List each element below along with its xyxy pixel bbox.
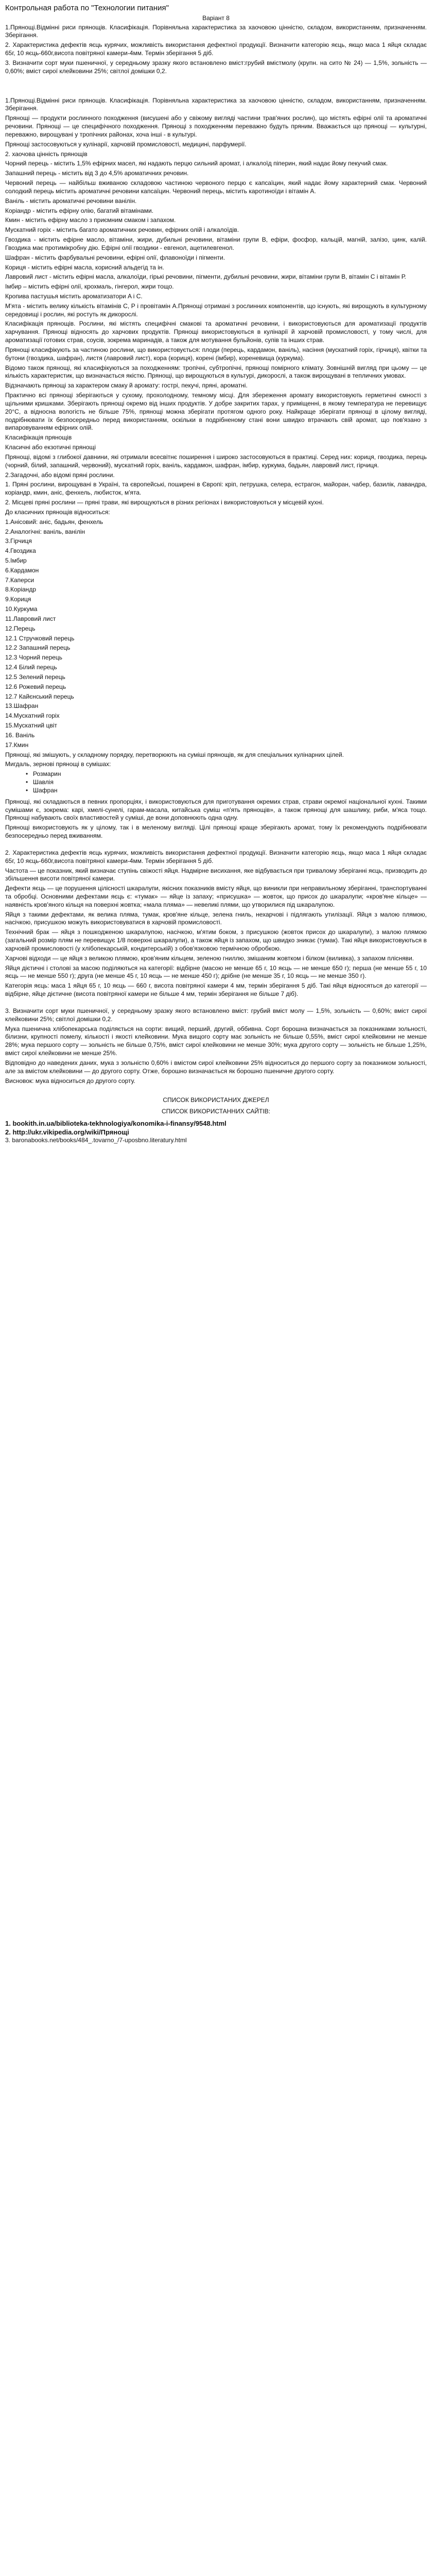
list-item: 17.Кмин	[5, 741, 29, 749]
paragraph: Відомо також прянощі, які класифікуються за походженням: тропічні, субтропічні, прянощі помірного клімату. Зовнішній вигляд при цьому — це кількість характеристик, що визначається якістю. Прянощі, що вирощуються в культурі, дикорослі, а також вирощувані в тепличних умовах.	[5, 364, 427, 380]
paragraph: Дефекти яєць — це порушення цілісності шкаралупи, якісних показників вмісту яйця, що виникли при неправильному зберіганні, транспортуванні та обробці. Основними дефектами яєць є: «тумак» — яйце із запаху; «присушка» — жовток, що присох до шкаралупи; «кров'яне кільце» — наявність кров'яного кільця на поверхні жовтка; «мала пляма» — невеликі плями, що утворилися під шкаралупою.	[5, 885, 427, 908]
paragraph: Практично всі прянощі зберігаються у сухому, прохолодному, темному місці. Для збереження аромату використовують герметичні ємності з щільними кришками. Зберігають прянощі окремо від інших продуктів. У добре закритих тарах, у приміщенні, в якому температура не перевищує 20°С, а відносна вологість не більше 75%, прянощі можна зберігати протягом одного року. Найкраще зберігати прянощі в цілому вигляді, подрібнювати їх безпосередньо перед використанням, оскільки в подрібненому стані вони швидко втрачають свій аромат, що пов'язано з випаровуванням ефірних олій.	[5, 392, 427, 432]
sources-list	[5, 1119, 427, 1145]
sources-subheading: СПИСОК ВИКОРИСТАННИХ САЙТІВ:	[162, 1108, 270, 1115]
list-item: 12.7 Кайєнський перець	[5, 692, 74, 700]
source-link[interactable]: 3. baronabooks.net/books/484_.tovarno_/7-uposbno.literatury.html	[5, 1137, 187, 1144]
paragraph: Запашний перець - містить від 3 до 4,5% ароматичних речовин.	[5, 170, 189, 177]
section-eggs: 2. Характеристика дефектів яєць курячих, можливість використання дефектної продукції. Визначити категорію яєць, якщо маса 1 яйця складає 65г, 10 яєць-660г,висота повітряної камери-4мм. Термін зберігання 5 діб.	[5, 849, 427, 865]
spacer	[5, 842, 427, 849]
paragraph: Яйця дієтичні і столові за масою поділяються на категорії: відбірне (масою не менше 65 г, 10 яєць — не менше 650 г); перша (не менше 55 г, 10 яєць — не менше 550 г); друга (не менше 45 г, 10 яєць — не менше 450 г); дрібне (не менше 35 г, 10 яєць — не менше 350 г).	[5, 964, 427, 980]
source-link[interactable]: 2. http://ukr.vikipedia.org/wiki/Прянощі	[5, 1128, 129, 1137]
paragraph: 2. хаочова цінність прянощів	[5, 150, 88, 158]
paragraph: Червоний перець — найбільш вживаною складовою частиною червоного перцю є капсаїцин, який надає йому характерний смак. Червоний солодкий перець містить ароматичні речовини капсаїцин. Червоний перець, містить каротиноїди і вітамін А.	[5, 179, 427, 195]
paragraph: Класичні або екзотичні прянощі	[5, 444, 96, 451]
list-item: 9.Кориця	[5, 596, 31, 603]
task-2: 2. Характеристика дефектів яєць курячих, можливість використання дефектної продукції. Визначити категорію яєць, якщо маса 1 яйця складає 65г, 10 яєць-660г,висота повітряної камери-4мм. Термін зберігання 5 діб.	[5, 41, 427, 57]
list-item: 12.Перець	[5, 624, 36, 632]
paragraph: Ваніль - містить ароматичні речовини ванілін.	[5, 197, 137, 205]
paragraph: Кмин - містить ефірну масло з приємним смаком і запахом.	[5, 216, 176, 224]
list-item: 12.6 Рожевий перець	[5, 683, 66, 690]
paragraph: Мускатний горіх - містить багато ароматичних речовин, ефірних олій і алкалоїдів.	[5, 226, 239, 234]
bullet-list	[5, 770, 427, 794]
list-item: 13.Шафран	[5, 702, 39, 710]
list-item: 7.Каперси	[5, 576, 34, 584]
list-item: 8.Коріандр	[5, 586, 36, 594]
list-item: 5.Імбир	[5, 557, 27, 564]
task-3: 3. Визначити сорт муки пшеничної, у середньому зразку якого встановлено вміст:грубий вмістмолу (крупн. на сито № 24) — 1,5%, зольність — 0,60%; вміст сирої клейковини 25%; світлої домішки 0,2.	[5, 59, 427, 75]
sources-heading: СПИСОК ВИКОРИСТАНИХ ДЖЕРЕЛ	[163, 1096, 269, 1104]
paragraph: Прянощі — продукти рослинного походження (висушені або у свіжому вигляді частини трав'яних рослин), що містять ефірні олії та ароматичні речовини. Прянощі — це специфічного походження. Прянощі з походженням переважно будуть пряним. Вважається що прянощі — культурні, переважно, вирощувані у тропічних районах, хоча інші - в культурі.	[5, 114, 427, 138]
paragraph: Категорія яєць: маса 1 яйця 65 г, 10 яєць — 660 г, висота повітряної камери 4 мм, термін зберігання 5 діб. Такі яйця відносяться до категорії — відбірне, яйце дієтичне (висота повітряної камери не більше 4 мм, термін зберігання не більше 7 діб).	[5, 982, 427, 998]
bullet-text: Шавлія	[33, 778, 54, 786]
paragraph: Класифікація прянощів. Рослини, які містять специфічні смакові та ароматичні речовини, і використовуються для ароматизації продуктів харчування. Прянощі відносять до харчових продуктів. Прянощі використовуються в кулінарії й харчовій промисловості, у тому числі, для ароматизації готових страв, соусів, зокрема маринадів, а також для мотування бульйонів, супів та інших страв.	[5, 320, 427, 344]
paragraph: Харчові відходи — це яйця з великою плямою, кров'яним кільцем, зеленою гниллю, змішаним жовтком і білком (виливка), з запахом плісняви.	[5, 954, 414, 962]
list-item: 2.Аналогічні: ваніль, ванілін	[5, 528, 85, 535]
bullet-text: Шафран	[33, 786, 58, 794]
section-flour: 3. Визначити сорт муки пшеничної, у середньому зразку якого встановлено вміст: грубий вміст молу — 1,5%, зольність — 0,60%; вміст сирої клейковини 25%; світлої домішки 0,2.	[5, 1007, 427, 1023]
bullet-icon: •	[26, 770, 28, 778]
paragraph: Класифікація прянощів	[5, 434, 72, 442]
paragraph: Імбир – містить ефірні олії, крохмаль, гінгерол, жири тощо.	[5, 283, 174, 291]
paragraph: Кориця - містить ефірні масла, корисний альдегід та ін.	[5, 263, 164, 271]
paragraph: 1. Пряні рослини, вирощувані в Україні, та європейські, поширені в Європі: кріп, петрушка, селера, естрагон, майоран, чабер, базилік, лавандра, коріандр, кмин, аніс, фенхель, любисток, м'ята.	[5, 481, 427, 497]
paragraph: Яйця з такими дефектами, як велика пляма, тумак, кров'яне кільце, зелена гниль, нехарчові і підлягають утилізації. Яйця з малою плямою, насічкою, присушкою можуть використовуватися в харчовій промисловості.	[5, 910, 427, 926]
document-page	[0, 0, 436, 1155]
paragraph: Кропива пастушья містить ароматизатори A і C.	[5, 292, 143, 300]
paragraph: Прянощі застосовуються у кулінарії, харчовій промисловості, медицині, парфумерії.	[5, 140, 247, 148]
list-item: 3.Гірчиця	[5, 537, 32, 545]
task-1: 1.Прянощі.Відмінні риси прянощів. Класифікація. Порівняльна характеристика за хаочовою цінністю, складом, використанням, призначенням. Зберігання.	[5, 23, 427, 39]
paragraph: Прянощі, відомі з глибокої давнини, які отримали всесвітнє поширення і широко застосовуються в практиці. Серед них: кориця, гвоздика, перець (чорний, білий, запашний, червоний), мускатний горіх, ваніль, кардамон, шафран, імбир, куркума, бадьян, лавровий лист, гірчиця.	[5, 453, 427, 469]
list-item: 10.Куркума	[5, 605, 38, 613]
paragraph: М'ята - містить велику кількість вітамінів С, Р і провітамін А.Прянощі отримані з рослинних компонентів, що існують, які вирощують в культурному середовищі і рослин, які ростуть як дикорослі.	[5, 302, 427, 318]
page-title: Контрольная работа по "Технологии питания"	[5, 4, 169, 12]
list-item: 11.Лавровий лист	[5, 615, 56, 622]
paragraph: Прянощі класифікують за частиною рослини, що використовується: плоди (перець, кардамон, ваніль), насіння (мускатний горіх, гірчиця), квітки та бутони (гвоздика, шафран), листя (лавровий лист), кора (кориця), корені (імбир), кореневища (куркума).	[5, 346, 427, 362]
paragraph: Мигдаль, зернові прянощі в сумішах:	[5, 760, 111, 768]
paragraph: Прянощі використовують як у цілому, так і в меленому вигляді. Цілі прянощі краще зберігають аромат, тому їх рекомендують подрібнювати безпосередньо перед вживанням.	[5, 824, 427, 840]
paragraph: Коріандр - містить ефірну олію, багатий вітамінами.	[5, 207, 154, 214]
list-item: 12.3 Чорний перець	[5, 654, 63, 662]
paragraph: Лавровий лист - містить ефірні масла, алкалоїди, гірькі речовини, пігменти, дубильні речовини, жири, вітаміни групи В, вітамін С і вітамін Р.	[5, 273, 406, 281]
paragraph: Відзначають прянощі за характером смаку й аромату: гострі, пекучі, пряні, ароматні.	[5, 382, 248, 389]
paragraph: Мука пшенична хлібопекарська поділяється на сорти: вищий, перший, другий, оббивна. Сорт борошна визначається за показниками зольності, білизни, крупності помелу, кількості і якості клейковини. Мука вищого сорту має зольність не більше 0,55%, вміст сирої клейковини не менше 28%; мука першого сорту — зольність не більше 0,75%, вміст сирої клейковини не менше 30%; мука другого сорту — зольність не більше 1,25%, вміст сирої клейковини не менше 25%.	[5, 1025, 427, 1057]
paragraph: 2.Загадочні, або відомі пряні рослини.	[5, 471, 115, 479]
paragraph: До класичних прянощів відноситься:	[5, 508, 110, 516]
spacer	[5, 77, 427, 97]
bullet-icon: •	[26, 786, 28, 794]
list-item: 6.Кардамон	[5, 566, 39, 574]
list-item: 16. Ваніль	[5, 731, 35, 739]
paragraph: Гвоздика - містить ефірне масло, вітаміни, жири, дубильні речовини, вітаміни групи В, ефіри, фосфор, кальцій, магній, залізо, цинк, калій. Гвоздика має протимікробну дію. Ефірні олії гвоздики - евгенол, ацетилевгенол.	[5, 236, 427, 251]
paragraph: Технічний брак — яйця з пошкодженою шкаралупою, насічкою, м'ятим боком, з присушкою (жовток присох до шкаралупи), з малою плямою (загальний розмір плям не перевищує 1/8 поверхні шкаралупи), а також яйця із запахом, що швидко зникає (тумак). Такі яйця використовуються в харчовій промисловості (у хлібопекарській, кондитерській) з обов'язковою термічною обробкою.	[5, 928, 427, 952]
paragraph: Прянощі, які змішують, у складному порядку, перетворюють на суміші прянощів, як для спеціальних кулінарних цілей.	[5, 751, 344, 758]
list-item: 15.Мускатний цвіт	[5, 722, 57, 730]
paragraph: Чорний перець - містить 1,5% ефірних масел, які надають перцю сильний аромат, і алкалоїд піперин, який надає йому пекучий смак.	[5, 160, 388, 167]
section-intro: 1.Прянощі.Відмінні риси прянощів. Класифікація. Порівняльна характеристика за хаочовою цінністю, складом, використанням, призначенням. Зберігання.	[5, 96, 427, 112]
paragraph: Прянощі, які складаються в певних пропорціях, і використовуються для приготування окремих страв, страви окремої національної кухні. Такими сумішами є, зокрема: карі, хмелі-сунелі, гарам-масала, китайська суміш «п'ять прянощів», а також прянощі для шашлику, риби, м'яса тощо. Прянощі набувають своїх властивостей у суміші, де вони доповнюють одна одну.	[5, 798, 427, 822]
spice-list	[5, 518, 427, 750]
variant-label: Варіант 8	[202, 14, 230, 22]
bullet-text: Розмарин	[33, 770, 61, 778]
list-item: 1.Анісовий: аніс, бадьян, фенхель	[5, 518, 103, 526]
spacer	[5, 1000, 427, 1007]
list-item: 12.2 Запашний перець	[5, 644, 71, 652]
list-item: 14.Мускатний горіх	[5, 712, 60, 720]
bullet-icon: •	[26, 778, 28, 786]
bullet-item	[26, 787, 427, 795]
source-link[interactable]: 1. bookith.in.ua/biblioteka-tekhnologiya/konomika-i-finansy/9548.html	[5, 1120, 226, 1128]
paragraph: 2. Місцеві пряні рослини — пряні трави, які вирощуються в різних регіонах і використовуються у місцевій кухні.	[5, 499, 324, 506]
bullet-item	[26, 778, 427, 787]
list-item: 12.1 Стручковий перець	[5, 634, 75, 642]
list-item: 4.Гвоздика	[5, 547, 36, 555]
list-item: 12.4 Білий перець	[5, 664, 57, 671]
paragraph: Висновок: мука відноситься до другого сорту.	[5, 1077, 135, 1084]
paragraph: Відповідно до наведених даних, мука з зольністю 0,60% і вмістом сирої клейковини 25% відноситься до першого сорту за показником зольності, але за вмістом клейковини — до другого сорту. Отже, борошно визначається як борошно пшеничне другого сорту.	[5, 1059, 427, 1075]
paragraph: Шафран - містить фарбувальні речовини, ефірні олії, флавоноїди і пігменти.	[5, 253, 225, 261]
list-item: 12.5 Зелений перець	[5, 673, 65, 681]
paragraph: Частота — це показник, який визначає ступінь свіжості яйця. Надмірне висихання, яке відбувається при тривалому зберіганні яєць, призводить до збільшення висоти повітряної камери.	[5, 867, 427, 883]
bullet-item	[26, 770, 427, 778]
